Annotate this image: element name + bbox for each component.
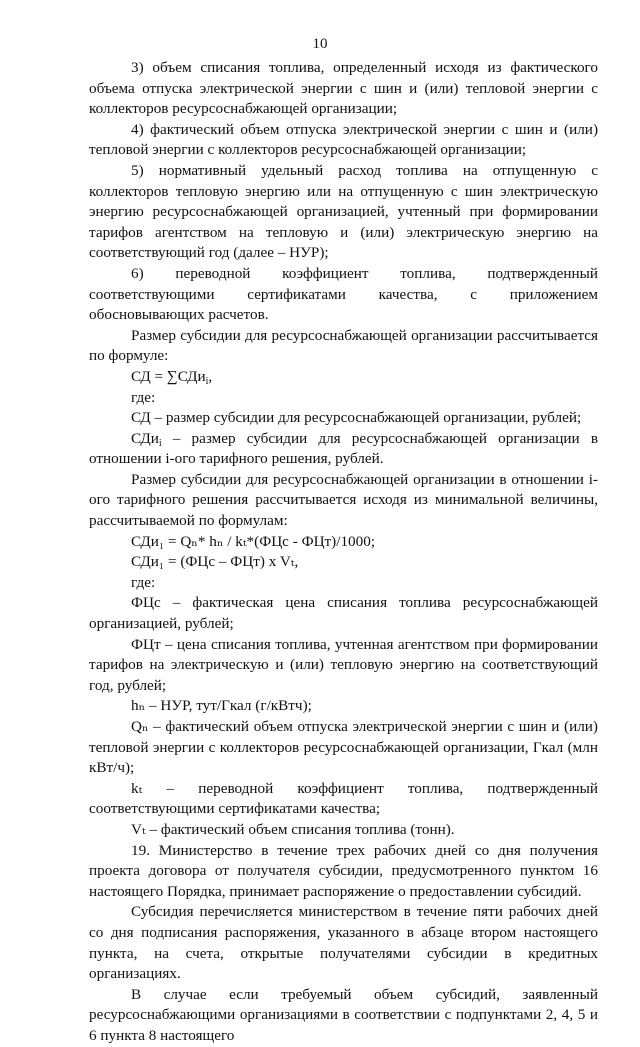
paragraph-transfer: Субсидия перечисляется министерством в течение пяти рабочих дней со дня подписания распоряжения, указанного в абзаце втором настоящего пункта, на счета, открытые получателями субсидии в кредитных организациях. <box>89 903 598 983</box>
paragraph-item-4: 4) фактический объем отпуска электрической энергии с шин и (или) тепловой энергии с коллекторов ресурсоснабжающей организации; <box>89 120 598 159</box>
paragraph-item-5: 5) нормативный удельный расход топлива на отпущенную с коллекторов тепловую энергию или на отпущенную с шин электрическую энергию ресурсоснабжающей организацией, учтенный при формировании тарифов агентством на тепловую и (или) электрическую энергию на соответствующий год (далее – НУР); <box>89 161 598 262</box>
paragraph-subsidy-calc: Размер субсидии для ресурсоснабжающей организации в отношении i-ого тарифного решения рассчитывается исходя из минимальной величины, рассчитываемой по формулам: <box>89 470 598 530</box>
formula-total-subsidy: СД = ∑СДи$_i$, <box>131 367 213 387</box>
formula-subsidy-2: СДи₁ = (ФЦс – ФЦт) x Vₜ, <box>131 553 299 571</box>
page-number: 10 <box>312 36 328 52</box>
where-label: где: <box>131 388 156 406</box>
definition-fcs: ФЦс – фактическая цена списания топлива ресурсоснабжающей организацией, рублей; <box>89 594 598 633</box>
formula-subsidy-1: СДи₁ = Qₙ* hₙ / kₜ*(ФЦс - ФЦт)/1000; <box>131 532 376 550</box>
definition-h: hₙ – НУР, тут/Гкал (г/кВтч); <box>131 697 312 715</box>
definition-sdi: СДи$_i$ – размер субсидии для ресурсоснабжающей организации в отношении i-ого тарифного решения, рублей. <box>89 429 598 468</box>
paragraph-item-6: 6) переводной коэффициент топлива, подтвержденный соответствующими сертификатами качества, с приложением обосновывающих расчетов. <box>89 264 598 324</box>
definition-v: Vₜ – фактический объем списания топлива (тонн). <box>131 820 455 838</box>
document-body <box>89 58 598 1047</box>
paragraph-19: 19. Министерство в течение трех рабочих дней со дня получения проекта договора от получателя субсидии, предусмотренного пунктом 16 настоящего Порядка, принимает распоряжение о предоставлении субсидий. <box>89 841 598 900</box>
definition-fct: ФЦт – цена списания топлива, учтенная агентством при формировании тарифов на электрическую и (или) тепловую энергию на соответствующий год, рублей; <box>89 635 598 694</box>
paragraph-if-required: В случае если требуемый объем субсидий, заявленный ресурсоснабжающими организациями в соответствии с подпунктами 2, 4, 5 и 6 пункта 8 настоящего <box>89 985 598 1044</box>
where-label: где: <box>131 573 156 591</box>
paragraph-subsidy-formula-intro: Размер субсидии для ресурсоснабжающей организации рассчитывается по формуле: <box>89 326 598 365</box>
paragraph-item-3: 3) объем списания топлива, определенный исходя из фактического объема отпуска электрической энергии с шин и (или) тепловой энергии с коллекторов ресурсоснабжающей организации; <box>89 59 598 118</box>
definition-q: Qₙ – фактический объем отпуска электрической энергии с шин и (или) тепловой энергии с коллекторов ресурсоснабжающей организации, Гкал (млн кВт/ч); <box>89 718 598 777</box>
definition-sd: СД – размер субсидии для ресурсоснабжающей организации, рублей; <box>131 409 582 427</box>
definition-k: kₜ – переводной коэффициент топлива, подтвержденный соответствующими сертификатами качества; <box>89 779 598 818</box>
